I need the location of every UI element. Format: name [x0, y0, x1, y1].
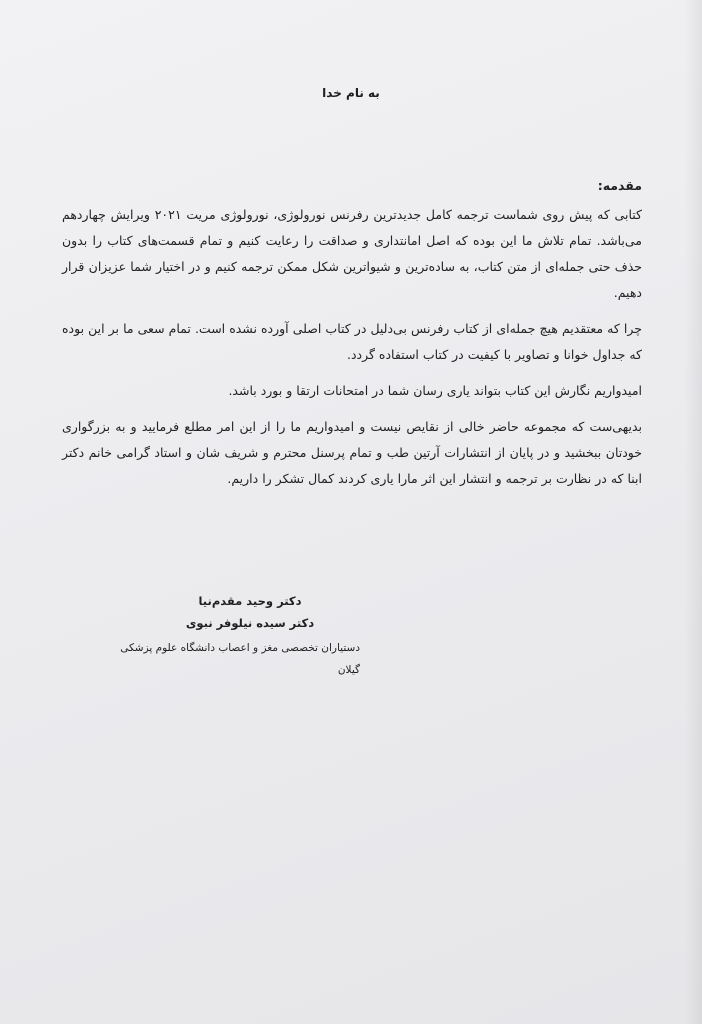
preface-paragraph-3: امیدواریم نگارش این کتاب بتواند یاری رسان شما در امتحانات ارتقا و بورد باشد.: [228, 383, 642, 398]
author-name-2: دکتر سیده نیلوفر نبوی: [185, 616, 315, 630]
preface-paragraph-2: چرا که معتقدیم هیچ جمله‌ای از کتاب رفرنس بی‌دلیل در کتاب اصلی آورده نشده است. تمام سعی ما بر این بوده که جداول خوانا و تصاویر با کیفیت در کتاب استفاده گردد.: [62, 321, 642, 362]
page-edge-shadow: [684, 0, 702, 1024]
preface-paragraph-4: بدیهی‌ست که مجموعه حاضر خالی از نقایص نیست و امیدواریم ما را از این امر مطلع فرمایید و به بزرگواری خودتان ببخشید و در پایان از انتشارات آرتین طب و تمام پرسنل محترم و شریف شان و استاد گرامی خانم دکتر ابنا که در نظارت بر ترجمه و انتشار این اثر مارا یاری کردند کمال تشکر را داریم.: [62, 419, 642, 486]
author-name-1: دکتر وحید مقدم‌نیا: [198, 594, 302, 608]
page-title: به نام خدا: [322, 86, 380, 100]
author-affiliation: دستیاران تخصصی مغز و اعصاب دانشگاه علوم پزشکی گیلان: [120, 642, 360, 676]
preface-content: [62, 176, 642, 492]
preface-heading: مقدمه:: [597, 178, 642, 193]
signature-block: [100, 590, 360, 681]
preface-paragraph-1: کتابی که پیش روی شماست ترجمه کامل جدیدترین رفرنس نورولوژی، نورولوژی مریت ۲۰۲۱ ویرایش چهاردهم می‌باشد. تمام تلاش ما این بوده که اصل امانتداری و صداقت را رعایت کنیم و تمام قسمت‌های کتاب را بدون حذف حتی جمله‌ای از متن کتاب، به ساده‌ترین و شیواترین شکل ممکن ترجمه کنیم و در اختیار شما عزیزان قرار دهیم.: [62, 207, 642, 300]
